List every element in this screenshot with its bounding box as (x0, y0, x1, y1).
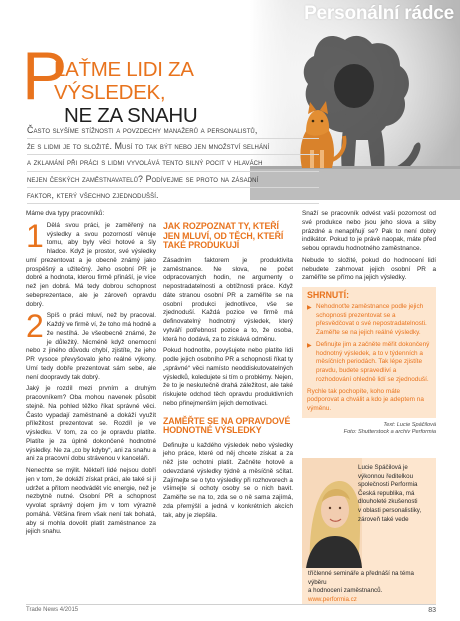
author-line-4: Česká republika, má (358, 489, 415, 497)
number-two: 2 (26, 308, 44, 345)
col3-paragraph-1: Snaží se pracovník odvést vaši pozornost od své produkce nebo jsou jeho slova a sliby prázdné a nenaplňují se? Pak to není dobrý indikátor. Pokud to je právě naopak, máte před sebou opravdu hodnotného zaměstnance. (302, 210, 436, 252)
author-line-6: v oblasti personalistiky, (358, 506, 422, 514)
credit-text: Text: Lucie Spáčilová (383, 421, 436, 428)
author-line-9: a hodnocení zaměstnanců. (308, 587, 383, 595)
headline (54, 58, 289, 127)
credit-photo: Foto: Shutterstock a archiv Performia (343, 429, 436, 436)
col2-paragraph-3: Definujte u každého výsledek nebo výsledky jeho práce, které od něj chcete získat a za něž jste ochotni platit. Začněte hotově a odevzdané výsledky týdně a měsíčně sčítat. Zajímejte se o tyto výsledky při rozhovorech a všímejte si ochoty osoby se o nich bavit. Zaměřte se na to, zda se o ně sama zajímá, zda přemýšlí a jedná v konkrétních akcích tak, aby je zlepšila. (163, 441, 293, 519)
lead-line-1: Často slyšíme stížnosti a povzdechy manažerů a personalistů, (27, 123, 319, 139)
subheading-1: JAK ROZPOZNAT TY, KTEŘÍ JEN MLUVÍ, OD TĚCH, KTEŘÍ TAKÉ PRODUKUJÍ (163, 221, 284, 251)
summary-closing: Rychle tak pochopíte, koho máte podporovat a chválit a kdo je adeptem na výměnu. (307, 387, 424, 412)
summary-item-1 (307, 303, 431, 338)
column-2 (163, 222, 293, 523)
author-line-1: Lucie Spáčilová je (358, 464, 408, 471)
author-bio-continued (308, 570, 432, 604)
author-line-7: zároveň také vede (358, 515, 409, 523)
col2-paragraph-1: Zásadním faktorem je produktivita zaměstnance. Ne slova, ne počet odpracovaných hodin, ne argumenty o nepostradatelnosti a obtížnosti práce. Když dáte stranou osobní PR a zaměříte se na osobní produkci jednotlivce, vše se zjednoduší. Každá pozice ve firmě má definovatelný hodnotný výsledek, který vytváří potřebnost pozice a to, že osoba, která ho dodává, za to získává odměnu. (163, 256, 293, 343)
credits (302, 422, 436, 437)
summary-item-2-text: Definujte jim a začněte měřit dokončený hodnotný výsledek, a to v týdenních a měsíčních periodách. Tak lépe zjistíte pravdu, budete spravedliví a rozhodování ohledně lidí se zjednoduší. (316, 340, 430, 383)
lead-line-5: faktor, který všechno zjednodušší. (27, 188, 319, 204)
col2-paragraph-2: Pokud hodnotíte, povyšujete nebo platíte lidi podle jejich osobního PR a schopnosti říkat ty „správné“ věci namísto neoddiskutovatelných výsledků, koledujete si tím o problémy. Nejen, že to je neskutečně drahá záležitost, ale také riskujete odchod těch opravdu produktivních nebo přinejmenším jejich demotivaci. (163, 347, 293, 407)
headline-line-1: LAŤME LIDI ZA VÝSLEDEK, (54, 58, 193, 104)
author-website-link[interactable]: www.performia.cz (308, 595, 357, 603)
col1-item-2-text: Spíš o práci mluví, než by pracoval. Každý ve firmě ví, že toho má hodně a že nestíhá. Je všeobecně známé, že je důležitý. Nicméně když onemocní nebo z jiného důvodu chybí, zjistíte, že jeho PR vysoce převyšovalo jeho reálné výkony. Umí tedy dobře prezentovat sám sebe, ale není doopravdy tak dobrý. (26, 312, 156, 381)
col1-item-1 (26, 217, 156, 310)
summary-box (302, 287, 436, 418)
col3-paragraph-2: Nebude to složité, pokud do hodnocení lidí nebudete zahrnovat jejich osobní PR a zaměříte se přímo na jejich výsledky. (302, 256, 436, 282)
section-label: Personální rádce (304, 3, 454, 24)
author-line-5: dlouholeté zkušenosti (358, 498, 418, 506)
summary-title: SHRNUTÍ: (307, 290, 350, 300)
author-box (302, 458, 436, 604)
headline-initial: P (22, 38, 68, 114)
subheading-2: ZAMĚŘTE SE NA OPRAVDOVÉ HODNOTNÉ VÝSLEDKY (163, 415, 291, 436)
triangle-bullet-icon: ▶ (307, 304, 312, 311)
col1-item-1-text: Dělá svou práci, je zaměřený na výsledky a svou pozorností věnuje tomu, aby byly věci hotové a šly hladce. Když je prostor, své výsledky umí prezentovat a je obecně známý jako prospěšný a užitečný. Jeho osobní PR je dobré a hodnota, kterou firmě přináší, je více než jen dobrá. Má tedy dobrou schopnost sebeprezentace, ale je zároveň opravdu dobrý. (26, 221, 156, 308)
summary-item-1-text: Nehodnoťte zaměstnance podle jejich schopnosti prezentovat se a přesvědčovat o své nepostradatelnosti. Zaměřte se na jejich reálné výsledky. (316, 302, 427, 336)
lead-paragraph (27, 123, 319, 204)
number-one: 1 (26, 217, 44, 254)
page-number: 83 (428, 607, 436, 614)
lion-face (334, 64, 374, 108)
triangle-bullet-icon: ▶ (307, 342, 312, 349)
footer-publication: Trade News 4/2015 (26, 607, 79, 613)
footer-rule (26, 604, 436, 605)
col1-paragraph-4: Nenechte se mýlit. Někteří lidé nejsou dobří jen v tom, že dokáží získat práci, ale také si ji udržet a přitom neodvádět víc energie, než je nezbytně nutné. Osobní PR a schopnost vyvolat správný dojem jim v tom výrazně pomáhá. Většina firem však není tak bohatá, aby si mohla dovolit platit zaměstnance za jejich snahu. (26, 467, 156, 536)
col1-paragraph-3: Jaký je rozdíl mezi prvním a druhým pracovníkem? Oba mohou navenek působit stejně. Na pohled těžko říkat správné věci. Často vypadají zaměstnaně a dokáží využít příležitost prezentovat se. Rozdíl je ve výsledku. V tom, za co je opravdu platíte. Platíte je za úplně dokončené hodnotné výsledky. Ne za „co by kdyby“, ani za snahu a ani za pracovní dobu strávenou v kanceláři. (26, 385, 156, 463)
author-bio (358, 464, 434, 524)
summary-item-2 (307, 341, 431, 385)
author-line-8: tříčlenné semináře a přednáší na téma výběru (308, 570, 414, 586)
lead-line-4: nejen českých zaměstnavatelů? Podívejme se proto na zásadní (27, 172, 319, 188)
lead-line-2: že s lidmi je to složité. Musí to tak být nebo jen množství selhání (27, 139, 319, 155)
author-line-3: společnosti Performia (358, 481, 418, 489)
headline-line-2: NE ZA SNAHU (64, 104, 198, 127)
lead-line-3: a zklamání při práci s lidmi vyvolává tento silný pocit v hlavách (27, 155, 319, 171)
col1-item-2 (26, 308, 156, 382)
column-3 (302, 210, 436, 437)
author-line-2: výkonnou ředitelkou (358, 472, 414, 480)
col1-intro: Máme dva typy pracovníků: (26, 210, 105, 217)
column-1 (26, 210, 156, 540)
